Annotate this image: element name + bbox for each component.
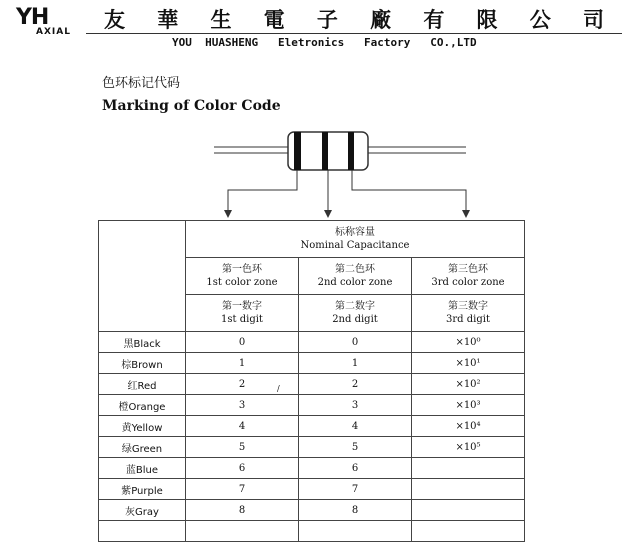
second-digit: 3: [299, 395, 412, 416]
color-name: 黄Yellow: [99, 416, 186, 437]
zone-en: 2nd color zone: [317, 277, 393, 288]
table-row: [99, 479, 525, 500]
digit-en: 1st digit: [221, 314, 263, 325]
digit-en: 3rd digit: [446, 314, 490, 325]
corner-cell: [99, 221, 186, 332]
arrow-head-1: [224, 210, 232, 218]
zone-en: 1st color zone: [206, 277, 278, 288]
first-digit: 6: [186, 458, 299, 479]
company-char: 電: [263, 8, 285, 32]
arrow-head-2: [324, 210, 332, 218]
company-char: 子: [316, 8, 338, 32]
color-name: 棕Brown: [99, 353, 186, 374]
color-name: [99, 521, 186, 542]
arrow-line-1: [228, 170, 297, 212]
color-name: 黑Black: [99, 332, 186, 353]
multiplier: [412, 521, 525, 542]
company-char: 友: [104, 8, 125, 32]
company-char: 生: [210, 8, 232, 32]
table-row: [99, 353, 525, 374]
multiplier: [412, 500, 525, 521]
color-name: 红Red: [99, 374, 186, 395]
zone-en: 3rd color zone: [431, 277, 505, 288]
multiplier: [412, 458, 525, 479]
color-name: 橙Orange: [99, 395, 186, 416]
zone-header-1: [186, 258, 299, 295]
multiplier: ×10⁴: [412, 416, 525, 437]
first-digit: [186, 521, 299, 542]
company-char: 限: [476, 8, 498, 32]
table-row: [99, 521, 525, 542]
color-band-1: [294, 132, 301, 170]
first-digit: 5: [186, 437, 299, 458]
scan-mark: /: [277, 384, 280, 393]
table-row: [99, 332, 525, 353]
page-title-cn: 色环标记代码: [102, 76, 181, 91]
digit-cn: 第一数字: [222, 301, 262, 312]
zone-cn: 第二色环: [335, 264, 375, 275]
zone-header-3: [412, 258, 525, 295]
second-digit: [299, 521, 412, 542]
zone-cn: 第三色环: [448, 264, 488, 275]
page-header: [0, 0, 622, 56]
resistor-diagram: [0, 120, 622, 220]
company-name-cn: [104, 4, 604, 34]
first-digit: 3: [186, 395, 299, 416]
arrow-head-3: [462, 210, 470, 218]
company-char: 華: [157, 8, 179, 32]
color-code-table: [98, 220, 525, 542]
nominal-en: Nominal Capacitance: [300, 240, 410, 251]
color-name: 蓝Blue: [99, 458, 186, 479]
multiplier: ×10³: [412, 395, 525, 416]
multiplier: ×10²: [412, 374, 525, 395]
digit-en: 2nd digit: [332, 314, 378, 325]
company-char: 司: [582, 8, 604, 32]
color-name: 紫Purple: [99, 479, 186, 500]
multiplier: ×10⁰: [412, 332, 525, 353]
first-digit: 0: [186, 332, 299, 353]
zone-cn: 第一色环: [222, 264, 262, 275]
second-digit: 0: [299, 332, 412, 353]
digit-cn: 第三数字: [448, 301, 488, 312]
first-digit: 4: [186, 416, 299, 437]
company-name-en: YOU HUASHENG Eletronics Factory CO.,LTD: [172, 36, 477, 49]
table-row: [99, 437, 525, 458]
digit-cn: 第二数字: [335, 301, 375, 312]
company-logo: [16, 6, 86, 37]
color-name: 灰Gray: [99, 500, 186, 521]
second-digit: 6: [299, 458, 412, 479]
table-row: [99, 416, 525, 437]
second-digit: 7: [299, 479, 412, 500]
page-title-en: Marking of Color Code: [102, 98, 281, 114]
table-row: [99, 500, 525, 521]
first-digit: 2: [186, 374, 299, 395]
logo-mark: YH: [16, 5, 49, 30]
table-row: [99, 458, 525, 479]
table-row: [99, 395, 525, 416]
second-digit: 1: [299, 353, 412, 374]
digit-header-3: [412, 295, 525, 332]
second-digit: 5: [299, 437, 412, 458]
color-name: 绿Green: [99, 437, 186, 458]
color-band-2: [322, 132, 328, 170]
color-band-3: [348, 132, 354, 170]
first-digit: 8: [186, 500, 299, 521]
multiplier: [412, 479, 525, 500]
digit-header-1: [186, 295, 299, 332]
second-digit: 4: [299, 416, 412, 437]
second-digit: 8: [299, 500, 412, 521]
zone-header-2: [299, 258, 412, 295]
header-rule: [86, 33, 622, 34]
logo-subtitle: AXIAL: [36, 27, 71, 37]
table-row: [99, 374, 525, 395]
company-char: 公: [529, 8, 551, 32]
arrow-line-3: [352, 170, 466, 212]
company-char: 有: [423, 8, 445, 32]
multiplier: ×10⁵: [412, 437, 525, 458]
nominal-cn: 标称容量: [335, 227, 375, 238]
company-char: 廠: [370, 8, 392, 32]
digit-header-2: [299, 295, 412, 332]
multiplier: ×10¹: [412, 353, 525, 374]
first-digit: 7: [186, 479, 299, 500]
first-digit: 1: [186, 353, 299, 374]
second-digit: 2: [299, 374, 412, 395]
nominal-capacitance-header: [186, 221, 525, 258]
